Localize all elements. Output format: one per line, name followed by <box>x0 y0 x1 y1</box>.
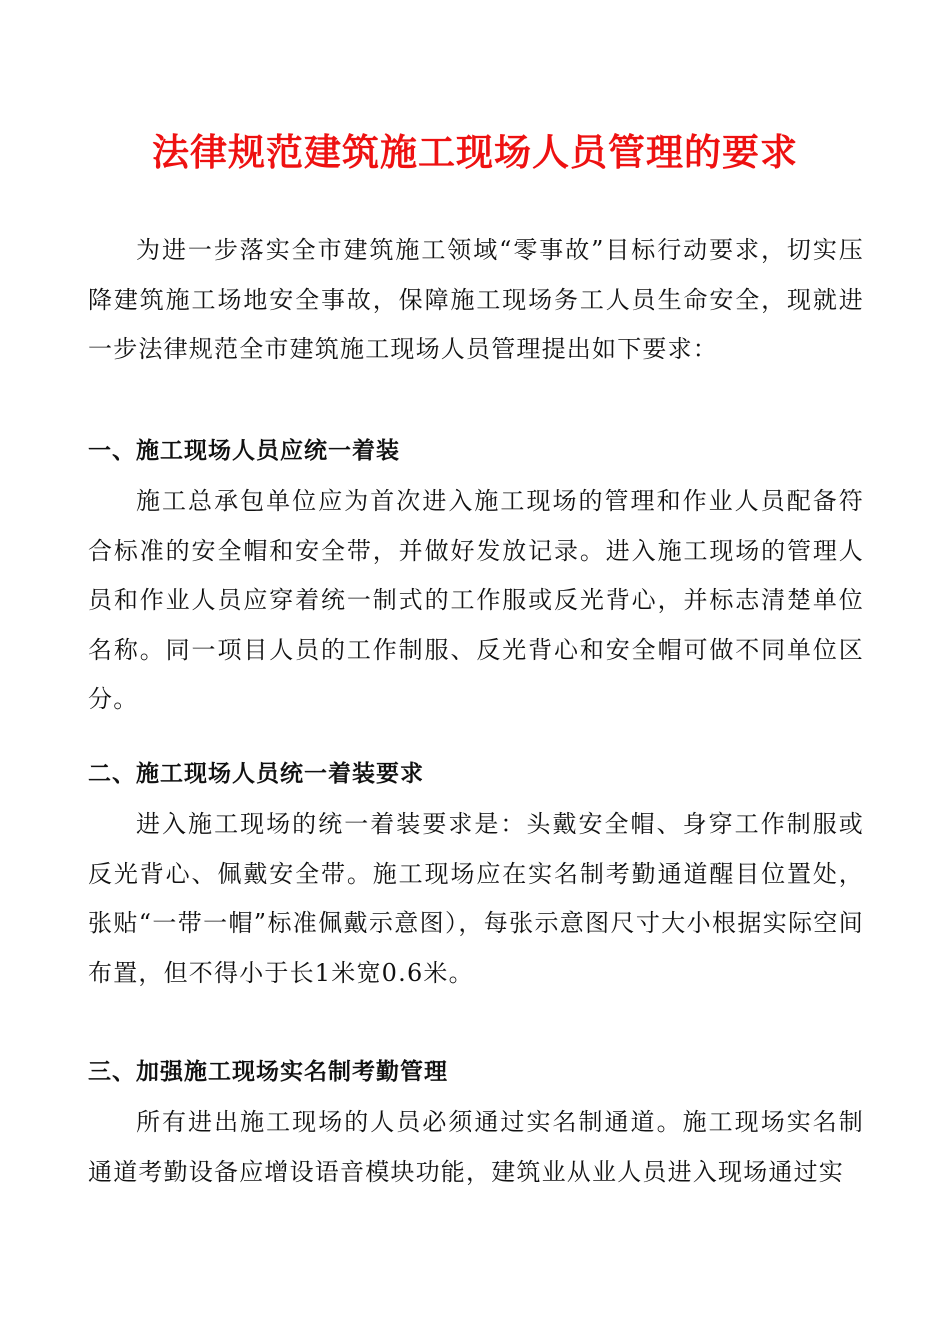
section-1-body: 施工总承包单位应为首次进入施工现场的管理和作业人员配备符合标准的安全帽和安全带，并做好发放记录。进入施工现场的管理人员和作业人员应穿着统一制式的工作服或反光背心，并标志清楚单位名称。同一项目人员的工作制服、反光背心和安全帽可做不同单位区分。 <box>88 487 864 713</box>
section-2-heading: 二、施工现场人员统一着装要求 <box>88 761 424 787</box>
section-3-body: 所有进出施工现场的人员必须通过实名制通道。施工现场实名制通道考勤设备应增设语音模块功能，建筑业从业人员进入现场通过实 <box>88 1108 864 1186</box>
intro-paragraph: 为进一步落实全市建筑施工领域“零事故”目标行动要求，切实压降建筑施工场地安全事故，保障施工现场务工人员生命安全，现就进一步法律规范全市建筑施工现场人员管理提出如下要求： <box>88 236 864 363</box>
section-2-body: 进入施工现场的统一着装要求是：头戴安全帽、身穿工作制服或反光背心、佩戴安全带。施工现场应在实名制考勤通道醒目位置处，张贴“一带一帽”标准佩戴示意图），每张示意图尺寸大小根据实际空间布置，但不得小于长1米宽0.6米。 <box>88 810 864 987</box>
document-title: 法律规范建筑施工现场人员管理的要求 <box>152 131 798 174</box>
section-1-heading: 一、施工现场人员应统一着装 <box>88 438 400 464</box>
section-3-heading: 三、加强施工现场实名制考勤管理 <box>88 1059 448 1085</box>
